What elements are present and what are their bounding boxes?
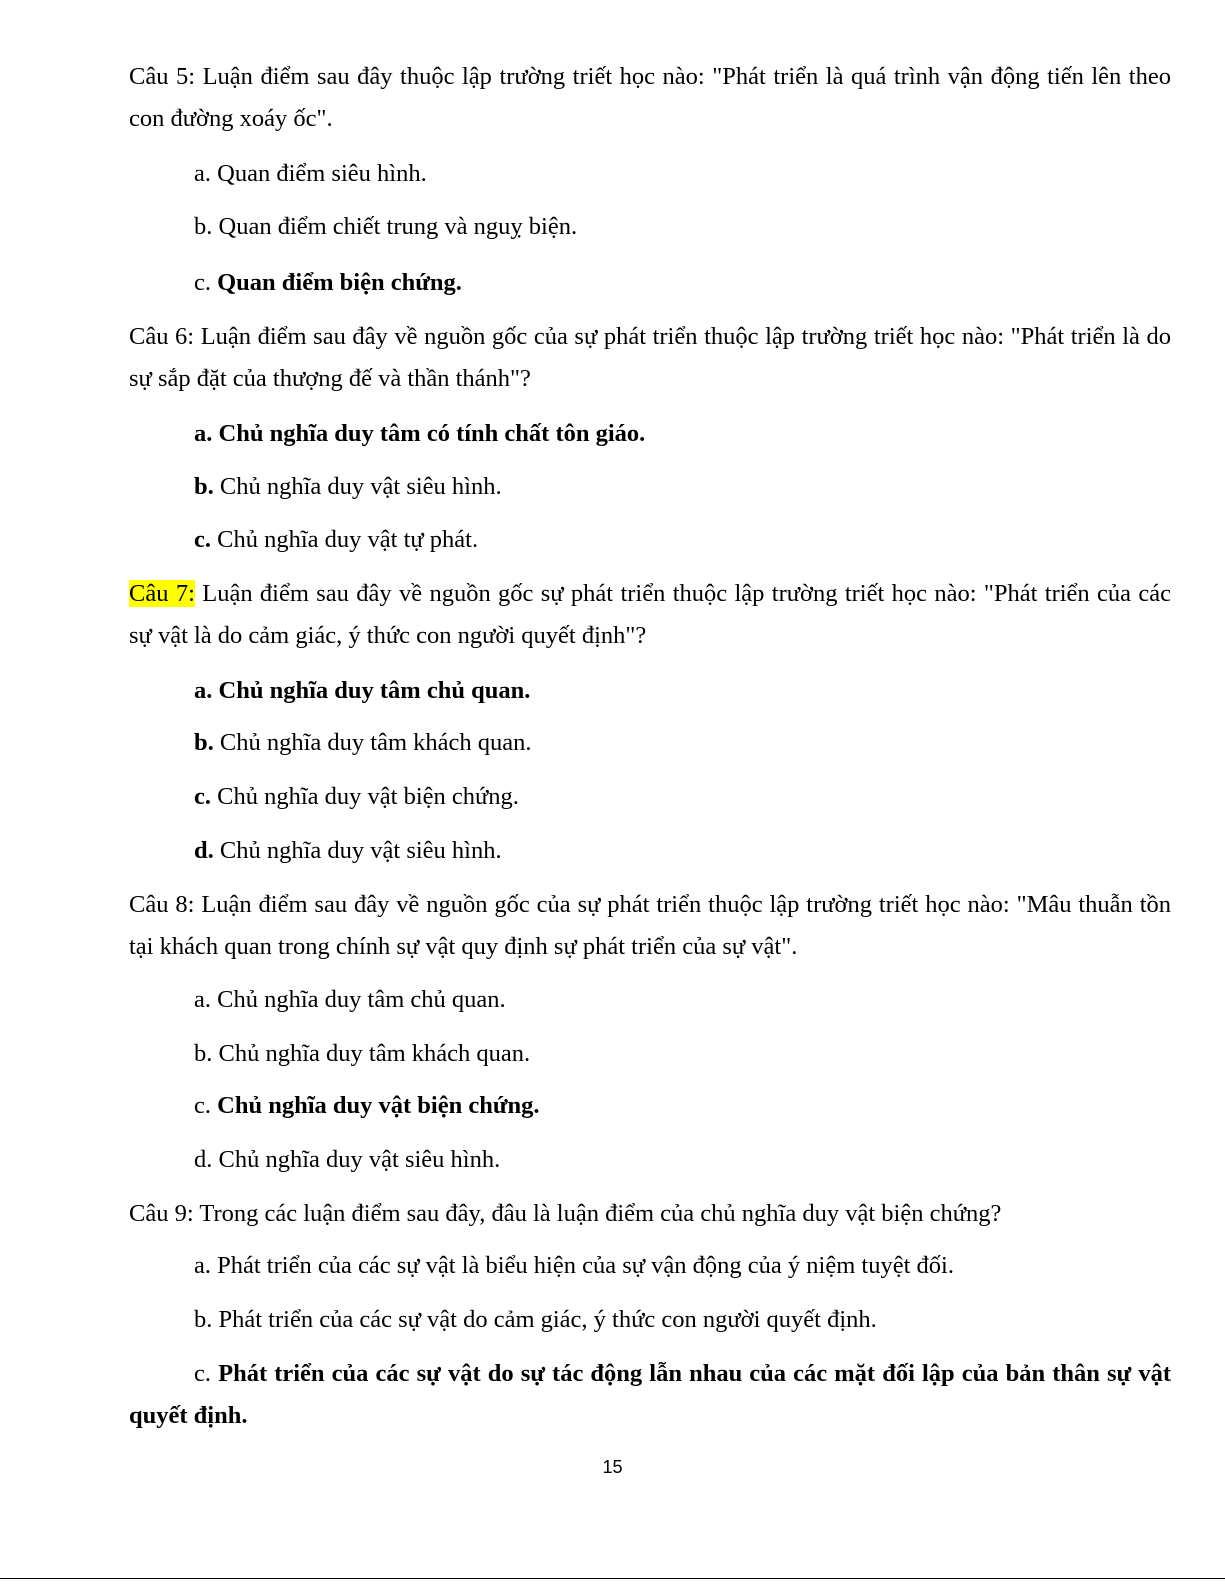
option-letter: b. xyxy=(194,213,213,240)
question-5-label: Câu 5: xyxy=(129,63,196,90)
option-letter: a. xyxy=(194,420,213,447)
question-8-option-b xyxy=(194,1039,530,1069)
question-7-option-b xyxy=(194,728,532,758)
option-text-answer: Chủ nghĩa duy tâm chủ quan. xyxy=(212,677,531,704)
option-text: Phát triển của các sự vật là biểu hiện của sự vận động của ý niệm tuyệt đối. xyxy=(211,1252,954,1279)
question-5 xyxy=(129,56,1171,140)
option-text: Chủ nghĩa duy vật siêu hình. xyxy=(213,473,502,500)
option-letter: a. xyxy=(194,986,211,1013)
option-text: Chủ nghĩa duy tâm khách quan. xyxy=(213,729,532,756)
option-letter: c. xyxy=(194,526,211,553)
question-5-option-c xyxy=(194,268,462,298)
question-5-text: Luận điểm sau đây thuộc lập trường triết học nào: "Phát triển là quá trình vận động tiến lên theo con đường xoáy ốc". xyxy=(129,63,1171,132)
option-letter: a. xyxy=(194,677,213,704)
option-text: Quan điểm siêu hình. xyxy=(211,160,427,187)
bottom-divider xyxy=(0,1578,1225,1579)
option-letter: d. xyxy=(194,1146,213,1173)
question-5-option-a xyxy=(194,159,427,189)
option-text: Chủ nghĩa duy tâm khách quan. xyxy=(212,1040,531,1067)
question-7-option-d xyxy=(194,836,502,866)
page-number: 15 xyxy=(602,1457,623,1477)
question-6 xyxy=(129,316,1171,400)
question-9-option-c xyxy=(129,1353,1171,1437)
option-text-answer: Phát triển của các sự vật do sự tác động lẫn nhau của các mặt đối lập của bản thân sự vật quyết định. xyxy=(129,1360,1171,1429)
question-9 xyxy=(129,1193,1171,1235)
question-8-text: Luận điểm sau đây về nguồn gốc của sự phát triển thuộc lập trường triết học nào: "Mâu thuẫn tồn tại khách quan trong chính sự vật quy định sự phát triển của sự vật". xyxy=(129,891,1171,960)
question-7 xyxy=(129,573,1171,657)
question-6-option-b xyxy=(194,472,502,502)
option-text-answer: Chủ nghĩa duy vật biện chứng. xyxy=(211,1092,540,1119)
question-8-option-d xyxy=(194,1145,500,1175)
option-text: Chủ nghĩa duy vật siêu hình. xyxy=(212,1146,501,1173)
option-letter: c. xyxy=(194,1092,211,1119)
question-8 xyxy=(129,884,1171,968)
question-9-label: Câu 9: xyxy=(129,1200,194,1227)
option-letter: b. xyxy=(194,473,214,500)
question-9-option-a xyxy=(194,1251,954,1281)
option-letter: a. xyxy=(194,1252,211,1279)
option-letter: c. xyxy=(194,783,211,810)
question-5-option-b xyxy=(194,212,577,242)
option-text: Quan điểm chiết trung và nguỵ biện. xyxy=(212,213,578,240)
question-8-option-c xyxy=(194,1091,540,1121)
question-7-text: Luận điểm sau đây về nguồn gốc sự phát triển thuộc lập trường triết học nào: "Phát triển của các sự vật là do cảm giác, ý thức con người quyết định"? xyxy=(129,580,1171,649)
question-6-text: Luận điểm sau đây về nguồn gốc của sự phát triển thuộc lập trường triết học nào: "Phát triển là do sự sắp đặt của thượng đế và thần thánh"? xyxy=(129,323,1171,392)
option-text: Chủ nghĩa duy vật tự phát. xyxy=(211,526,479,553)
option-letter: b. xyxy=(194,1306,213,1333)
question-9-text: Trong các luận điểm sau đây, đâu là luận điểm của chủ nghĩa duy vật biện chứng? xyxy=(193,1200,1002,1227)
option-letter: a. xyxy=(194,160,211,187)
question-7-option-c xyxy=(194,782,519,812)
option-letter: d. xyxy=(194,837,214,864)
option-text-answer: Quan điểm biện chứng. xyxy=(211,269,462,296)
question-9-option-b xyxy=(194,1305,877,1335)
question-8-option-a xyxy=(194,985,506,1015)
question-7-option-a xyxy=(194,676,530,706)
question-6-option-a xyxy=(194,419,645,449)
option-text-answer: Chủ nghĩa duy tâm có tính chất tôn giáo. xyxy=(212,420,646,447)
option-text: Chủ nghĩa duy tâm chủ quan. xyxy=(211,986,506,1013)
option-letter: c. xyxy=(194,1360,211,1387)
question-6-label: Câu 6: xyxy=(129,323,195,350)
option-text: Chủ nghĩa duy vật biện chứng. xyxy=(211,783,519,810)
question-7-label-highlighted: Câu 7: xyxy=(129,580,195,607)
question-6-option-c xyxy=(194,525,478,555)
option-text: Chủ nghĩa duy vật siêu hình. xyxy=(213,837,502,864)
option-letter: b. xyxy=(194,729,214,756)
question-8-label: Câu 8: xyxy=(129,891,195,918)
option-text: Phát triển của các sự vật do cảm giác, ý thức con người quyết định. xyxy=(212,1306,877,1333)
option-letter: b. xyxy=(194,1040,213,1067)
option-letter: c. xyxy=(194,269,211,296)
